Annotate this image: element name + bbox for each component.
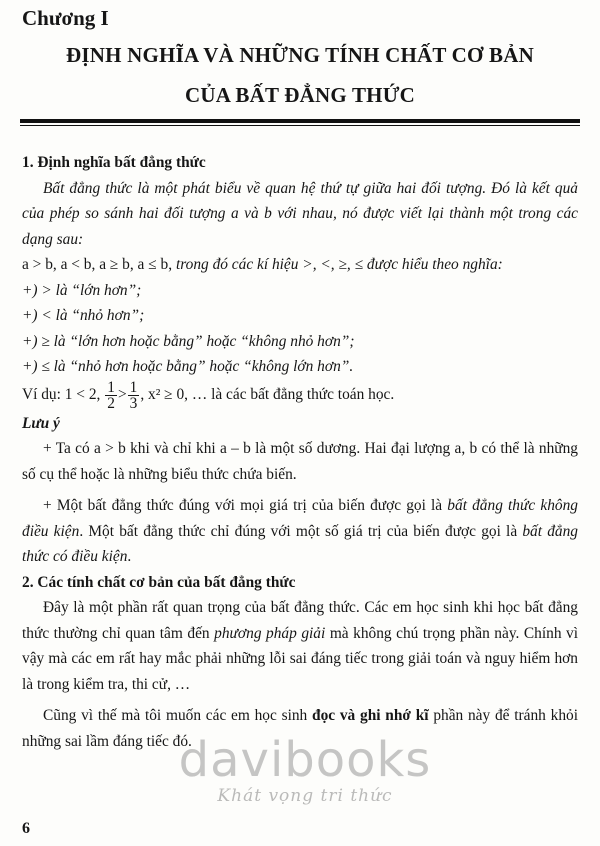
note-2-part-3: . [127, 548, 132, 565]
term-unconditional-inequality: bất đẳng thức không điều kiện [22, 497, 578, 540]
watermark-brand: davibooks [178, 732, 432, 788]
definition-paragraph: Bất đẳng thức là một phát biểu về quan hệ thứ tự giữa hai đối tượng. Đó là kết quả của phép so sánh hai đối tượng a và b với nhau, nó được viết lại thành một trong các dạng sau: [22, 179, 578, 248]
example-prefix: Ví dụ: 1 < 2, [22, 385, 101, 403]
chapter-title-line-1: ĐỊNH NGHĨA VÀ NHỮNG TÍNH CHẤT CƠ BẢN [66, 43, 534, 67]
para-1-part-1: Đây là một phần rất quan trọng của bất đẳng thức. Các em học sinh khi học bất đẳng thức thường chỉ quan tâm đến [22, 599, 578, 642]
meaning-greater: +) > là “lớn hơn”; [22, 281, 142, 299]
page-number: 6 [22, 820, 30, 837]
watermark-slogan: Khát vọng tri thức [217, 786, 393, 806]
para-2-part-1: Cũng vì thế mà tôi muốn các em học sinh [43, 707, 308, 724]
chapter-title-line-2: CỦA BẤT ĐẲNG THỨC [185, 83, 415, 107]
note-label: Lưu ý [22, 414, 60, 432]
section-1-heading: 1. Định nghĩa bất đẳng thức [22, 154, 206, 171]
fraction-one-half [105, 380, 117, 411]
example-line [22, 380, 578, 411]
fraction-numerator: 1 [129, 378, 138, 396]
section-2-heading: 2. Các tính chất cơ bản của bất đẳng thức [22, 573, 296, 591]
fraction-denominator: 3 [129, 394, 138, 412]
note-2-part-2: . Một bất đẳng thức chỉ đúng với một số giá trị của biến được gọi là [79, 522, 518, 540]
example-tail: , x² ≥ 0, … là các bất đẳng thức toán học. [140, 385, 395, 403]
chapter-label: Chương I [22, 6, 109, 30]
note-1: + Ta có a > b khi và chỉ khi a – b là một số dương. Hai đại lượng a, b có thể là những số cụ thể hoặc là những biểu thức chứa biến. [22, 440, 578, 483]
fraction-numerator: 1 [107, 378, 115, 396]
greater-than-sign: > [117, 385, 127, 403]
term-solution-method: phương pháp giải [214, 624, 326, 642]
para-2-part-2: phần này để tránh khỏi những sai lầm đáng tiếc đó. [22, 707, 578, 750]
meaning-greater-equal: +) ≥ là “lớn hơn hoặc bằng” hoặc “không nhỏ hơn”; [22, 332, 355, 350]
inequality-forms: a > b, a < b, a ≥ b, a ≤ b, [22, 256, 173, 273]
inequality-forms-note: trong đó các kí hiệu >, <, ≥, ≤ được hiểu theo nghĩa: [175, 256, 503, 273]
header-rule-thick [20, 119, 580, 123]
note-2-part-1: + Một bất đẳng thức đúng với mọi giá trị của biến được gọi là [43, 497, 443, 514]
header-rule-thin [20, 125, 580, 126]
emphasis-read-remember: đọc và ghi nhớ kĩ [312, 707, 429, 724]
meaning-less: +) < là “nhỏ hơn”; [22, 307, 145, 324]
section-2-paragraph-1 [22, 595, 578, 697]
section-2-paragraph-2 [22, 703, 578, 754]
fraction-denominator: 2 [107, 394, 115, 412]
note-2 [22, 493, 578, 570]
para-1-part-2: mà không chú trọng phần này. Chính vì vậy mà các em rất hay mắc phải những lỗi sai đáng tiếc trong giải toán và nguy hiểm hơn là trong kiểm tra, thi cử, … [22, 624, 579, 693]
term-conditional-inequality: bất đẳng thức có điều kiện [22, 522, 578, 565]
page-content [22, 150, 578, 754]
fraction-one-third [128, 380, 140, 411]
meaning-less-equal: +) ≤ là “nhỏ hơn hoặc bằng” hoặc “không lớn hơn”. [22, 358, 354, 375]
inequality-forms-line [22, 252, 578, 278]
